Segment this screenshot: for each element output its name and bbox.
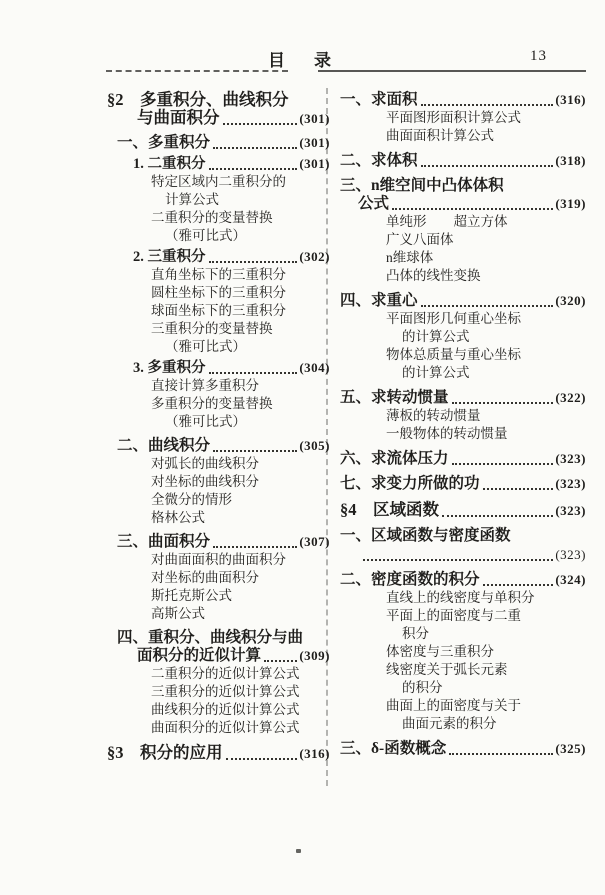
toc-right-column [340,84,586,758]
toc-entry-text: 2. 三重积分 [133,249,206,265]
toc-entry-text: 体密度与三重积分 [386,644,494,659]
toc-entry [340,740,586,758]
toc-entry [340,292,586,310]
toc-entry-text: 对坐标的曲线积分 [151,474,259,489]
toc-entry-text: 对弧长的曲线积分 [151,456,259,471]
toc-entry [340,625,586,643]
toc-entry-text: 一、多重积分 [117,134,211,151]
toc-entry [107,284,330,302]
toc-entry [107,248,330,266]
toc-entry-text: 六、求流体压力 [340,450,449,467]
toc-entry [107,509,330,527]
toc-entry [107,473,330,491]
toc-entry-text: 单纯形 超立方体 [386,214,508,229]
toc-entry [107,359,330,377]
header-rule-right [318,70,586,72]
toc-entry-page-number: (323) [555,476,586,491]
toc-entry [107,719,330,737]
toc-entry [340,475,586,493]
toc-entry-text: §2 多重积分、曲线积分 [107,90,289,109]
toc-entry-page-number: (301) [299,111,330,126]
toc-entry [340,177,586,195]
toc-entry-text: n维球体 [386,250,434,265]
toc-entry-page-number: (322) [555,390,586,405]
dot-leader [363,546,553,561]
dot-leader [392,195,553,210]
toc-entry [107,91,330,109]
toc-entry [107,155,330,173]
toc-entry-text: 格林公式 [151,510,205,525]
toc-entry [107,437,330,455]
toc-entry-text: 球面坐标下的三重积分 [151,303,286,318]
toc-entry-text: 物体总质量与重心坐标 [386,347,521,362]
dot-leader [449,740,553,755]
toc-entry-text: 二重积分的近似计算公式 [151,666,300,681]
toc-entry-text: 一般物体的转动惯量 [386,426,508,441]
toc-entry-text: 三、曲面积分 [117,533,211,550]
toc-entry [340,679,586,697]
toc-entry-text: 平面上的面密度与二重 [386,608,521,623]
toc-entry [340,589,586,607]
toc-entry [107,455,330,473]
page-header-title: 目 录 [268,51,337,70]
toc-entry-text: 二、曲线积分 [117,437,211,454]
toc-entry-text: 面积分的近似计算 [137,647,262,664]
toc-entry [340,364,586,382]
toc-entry [107,320,330,338]
ink-speck-artifact [296,849,301,853]
toc-entry-text: 斯托克斯公式 [151,588,232,603]
toc-entry-page-number: (323) [555,451,586,466]
toc-entry-text: 三、δ-函数概念 [340,740,447,757]
toc-entry [340,425,586,443]
toc-entry-text: 三重积分的近似计算公式 [151,684,300,699]
toc-entry [340,407,586,425]
toc-entry [107,227,330,245]
toc-entry [340,389,586,407]
toc-entry-text: 全微分的情形 [151,492,232,507]
toc-entry [340,697,586,715]
toc-entry [107,413,330,431]
toc-entry [107,338,330,356]
dot-leader [483,571,554,586]
dot-leader [213,134,297,149]
toc-entry [340,109,586,127]
toc-entry-text: 1. 二重积分 [133,156,206,172]
toc-entry [340,152,586,170]
toc-entry [340,501,586,520]
toc-entry-page-number: (307) [299,534,330,549]
dot-leader [452,389,554,404]
toc-entry-text: 广义八面体 [386,232,454,247]
toc-entry [107,134,330,152]
toc-entry-text: 三重积分的变量替换 [151,321,273,336]
toc-entry-page-number: (324) [555,572,586,587]
toc-entry [107,701,330,719]
toc-entry [340,450,586,468]
toc-entry [340,546,586,564]
dot-leader [442,501,553,517]
toc-entry [107,491,330,509]
toc-entry [107,647,330,665]
page-number: 13 [530,48,547,64]
dot-leader [421,152,554,167]
toc-entry-text: 曲面元素的积分 [402,716,497,731]
toc-entry [340,346,586,364]
toc-entry-text: 三、n维空间中凸体体积 [340,177,504,194]
toc-entry [107,191,330,209]
toc-entry [107,665,330,683]
toc-entry [107,266,330,284]
toc-entry [340,231,586,249]
toc-entry-text: （雅可比式） [165,339,246,354]
toc-entry-page-number: (323) [555,547,586,562]
toc-entry-page-number: (316) [299,746,330,761]
toc-entry-page-number: (316) [555,92,586,107]
toc-entry [340,571,586,589]
toc-entry-text: 曲面上的面密度与关于 [386,698,521,713]
toc-entry-text: 二、密度函数的积分 [340,571,480,588]
toc-entry [340,607,586,625]
toc-entry-text: 直接计算多重积分 [151,378,259,393]
toc-entry-text: 的计算公式 [402,365,470,380]
toc-entry-text: 直线上的线密度与单积分 [386,590,535,605]
dot-leader [213,437,297,452]
toc-entry [340,310,586,328]
toc-entry-text: 对坐标的曲面积分 [151,570,259,585]
toc-entry [340,249,586,267]
toc-entry-text: 计算公式 [165,192,219,207]
toc-entry [340,643,586,661]
toc-entry-text: 薄板的转动惯量 [386,408,481,423]
toc-entry-page-number: (305) [299,438,330,453]
toc-entry [107,587,330,605]
toc-entry-text: 直角坐标下的三重积分 [151,267,286,282]
dot-leader [452,450,554,465]
dot-leader [213,533,297,548]
toc-entry [107,683,330,701]
toc-entry [107,744,330,763]
toc-entry-text: §3 积分的应用 [107,743,223,762]
toc-entry-text: 曲面积分的近似计算公式 [151,720,300,735]
toc-entry-text: 特定区域内二重积分的 [151,174,286,189]
toc-entry-text: 多重积分的变量替换 [151,396,273,411]
toc-entry-page-number: (318) [555,153,586,168]
toc-entry [340,527,586,545]
dot-leader [421,292,554,307]
toc-entry [340,91,586,109]
toc-entry-text: 平面图形几何重心坐标 [386,311,521,326]
toc-entry [107,395,330,413]
toc-entry-text: 的计算公式 [402,329,470,344]
toc-entry-text: 圆柱坐标下的三重积分 [151,285,286,300]
toc-entry [107,109,330,128]
toc-entry-text: 与曲面积分 [137,108,220,127]
toc-entry-page-number: (309) [299,648,330,663]
dot-leader [209,359,298,374]
toc-entry-text: 二重积分的变量替换 [151,210,273,225]
toc-entry [340,328,586,346]
toc-entry-text: 二、求体积 [340,152,418,169]
toc-entry-text: 凸体的线性变换 [386,268,481,283]
toc-entry [107,377,330,395]
toc-entry-text: （雅可比式） [165,414,246,429]
toc-entry [340,661,586,679]
toc-entry-text: 的积分 [402,680,443,695]
toc-entry [340,195,586,213]
dot-leader [223,109,298,125]
toc-entry-text: 一、求面积 [340,91,418,108]
toc-entry-text: 平面图形面积计算公式 [386,110,521,125]
toc-entry-text: 积分 [402,626,429,641]
toc-entry-text: 对曲面面积的曲面积分 [151,552,286,567]
toc-entry [340,267,586,285]
toc-entry-text: 公式 [358,195,390,212]
toc-entry-text: 曲面面积计算公式 [386,128,494,143]
toc-entry [107,173,330,191]
toc-entry-text: 一、区域函数与密度函数 [340,527,511,544]
toc-entry-page-number: (301) [299,156,330,171]
toc-entry-text: 四、重积分、曲线积分与曲 [117,629,304,646]
dot-leader [421,91,554,106]
dot-leader [209,155,298,170]
header-rule-left [106,70,288,72]
toc-entry-page-number: (304) [299,360,330,375]
toc-entry [107,302,330,320]
toc-entry [107,209,330,227]
toc-entry-text: 曲线积分的近似计算公式 [151,702,300,717]
toc-entry [107,605,330,623]
toc-entry-page-number: (319) [555,196,586,211]
toc-entry-text: 五、求转动惯量 [340,389,449,406]
toc-entry-text: 3. 多重积分 [133,360,206,376]
toc-entry-page-number: (302) [299,249,330,264]
toc-entry [107,569,330,587]
toc-left-column [107,84,330,763]
toc-entry-text: （雅可比式） [165,228,246,243]
toc-entry-text: 四、求重心 [340,292,418,309]
toc-entry [340,127,586,145]
toc-entry-page-number: (325) [555,741,586,756]
dot-leader [209,248,298,263]
toc-entry [107,551,330,569]
toc-entry-text: 七、求变力所做的功 [340,475,480,492]
toc-entry-text: 高斯公式 [151,606,205,621]
toc-entry [340,715,586,733]
toc-entry [340,213,586,231]
toc-entry-page-number: (320) [555,293,586,308]
dot-leader [226,744,298,760]
toc-entry-text: §4 区域函数 [340,500,439,519]
toc-entry-text: 线密度关于弧长元素 [386,662,508,677]
toc-entry [107,629,330,647]
toc-entry [107,533,330,551]
toc-entry-page-number: (301) [299,135,330,150]
dot-leader [483,475,554,490]
toc-entry-page-number: (323) [555,503,586,518]
dot-leader [264,647,297,662]
